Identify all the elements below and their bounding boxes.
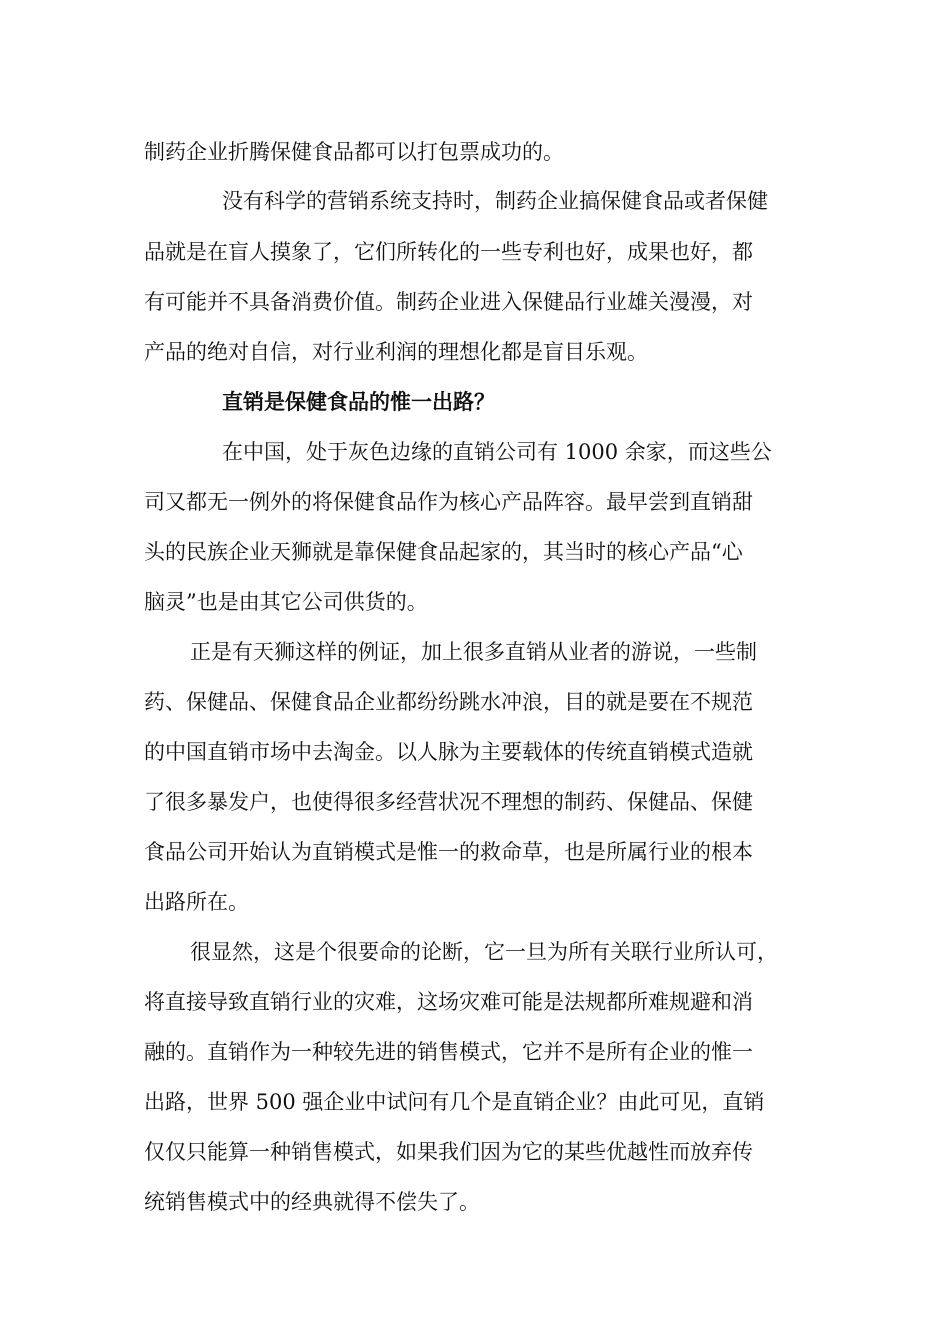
paragraph-first-line: 很显然，这是个很要命的论断，它一旦为所有关联行业所认可，: [190, 940, 778, 964]
text-line: 产品的绝对自信，对行业利润的理想化都是盲目乐观。: [144, 340, 648, 364]
text-line: 制药企业折腾保健食品都可以打包票成功的。: [144, 140, 564, 164]
text-line: 头的民族企业天狮就是靠保健食品起家的，其当时的核心产品“心: [144, 540, 743, 564]
text-line: 将直接导致直销行业的灾难，这场灾难可能是法规都所难规避和消: [144, 990, 753, 1014]
text-line: 统销售模式中的经典就得不偿失了。: [144, 1190, 480, 1214]
text-line: 品就是在盲人摸象了，它们所转化的一些专利也好，成果也好，都: [144, 240, 753, 264]
paragraph-first-line: 正是有天狮这样的例证，加上很多直销从业者的游说，一些制: [190, 640, 757, 664]
text-line: 出路，世界 500 强企业中试问有几个是直销企业？由此可见，直销: [144, 1090, 765, 1114]
text-line: 了很多暴发户，也使得很多经营状况不理想的制药、保健品、保健: [144, 790, 753, 814]
text-line: 食品公司开始认为直销模式是惟一的救命草，也是所属行业的根本: [144, 840, 753, 864]
text-line: 仅仅只能算一种销售模式，如果我们因为它的某些优越性而放弃传: [144, 1140, 753, 1164]
text-line: 司又都无一例外的将保健食品作为核心产品阵容。最早尝到直销甜: [144, 490, 753, 514]
paragraph-first-line: 在中国，处于灰色边缘的直销公司有 1000 余家，而这些公: [222, 440, 772, 464]
text-line: 有可能并不具备消费价值。制药企业进入保健品行业雄关漫漫，对: [144, 290, 753, 314]
paragraph-first-line: 没有科学的营销系统支持时，制药企业搞保健食品或者保健: [222, 189, 768, 213]
text-line: 的中国直销市场中去淘金。以人脉为主要载体的传统直销模式造就: [144, 740, 753, 764]
text-line: 出路所在。: [144, 890, 249, 914]
section-heading: 直销是保健食品的惟一出路？: [222, 389, 495, 414]
text-line: 融的。直销作为一种较先进的销售模式，它并不是所有企业的惟一: [144, 1040, 753, 1064]
text-line: 药、保健品、保健食品企业都纷纷跳水冲浪，目的就是要在不规范: [144, 690, 753, 714]
text-line: 脑灵”也是由其它公司供货的。: [144, 590, 428, 614]
